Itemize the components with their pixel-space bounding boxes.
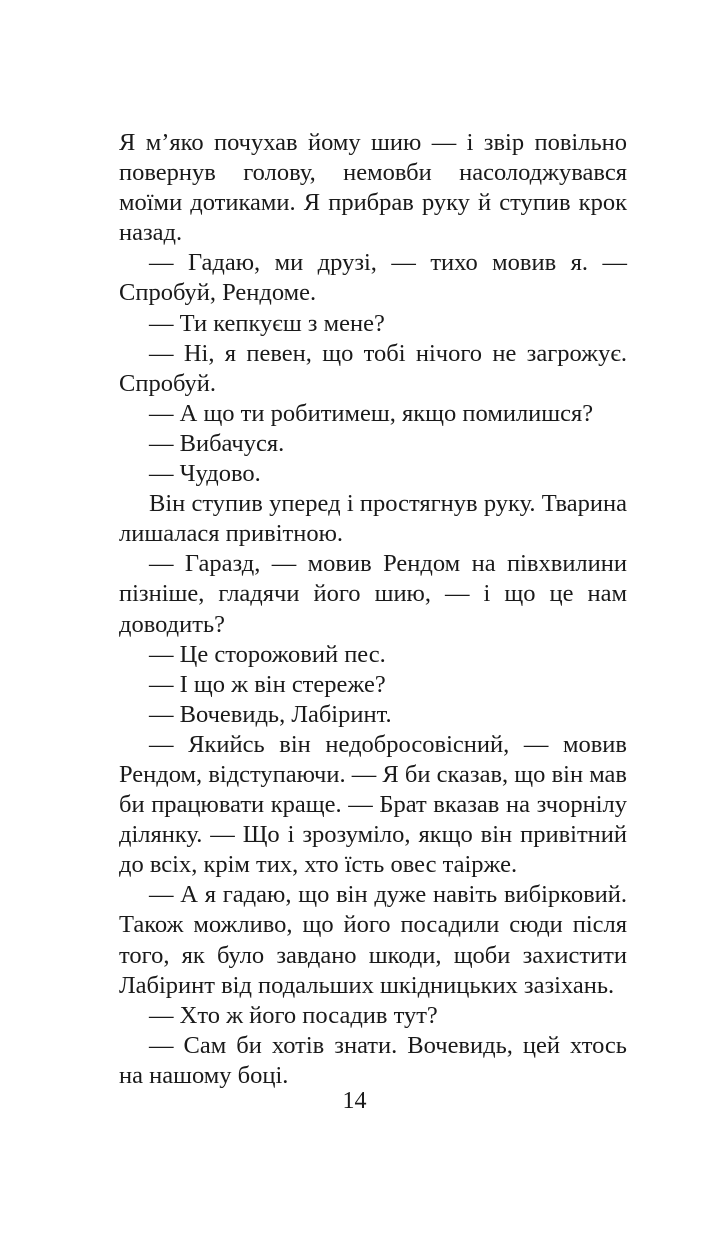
paragraph-1: Я м’яко почухав йому шию — і звір повільно повернув голову, немовби насолоджувався моїми дотиками. Я прибрав руку й ступив крок назад.: [119, 129, 627, 247]
paragraph-9: — Гаразд, — мовив Рендом на півхвилини пізніше, гладячи його шию, — і що це нам доводить?: [119, 550, 627, 638]
page-number: 14: [342, 1088, 367, 1114]
paragraph-2: — Гадаю, ми друзі, — тихо мовив я. — Спробуй, Рендоме.: [119, 249, 627, 307]
paragraph-14: — А я гадаю, що він дуже навіть вибірковий. Також можливо, що його посадили сюди після того, як було завдано шкоди, щоби захистити Лабіринт від подальших шкідницьких зазіхань.: [119, 881, 627, 999]
paragraph-7: — Чудово.: [149, 460, 261, 488]
paragraph-13: — Якийсь він недобросовісний, — мовив Рендом, відступаючи. — Я би сказав, що він мав би працювати краще. — Брат вказав на зчорнілу ділянку. — Що і зрозуміло, якщо він привітний до всіх, крім тих, хто їсть овес таірже.: [119, 730, 627, 879]
paragraph-16: — Сам би хотів знати. Вочевидь, цей хтось на нашому боці.: [119, 1031, 627, 1089]
paragraph-4: — Ні, я певен, що тобі нічого не загрожує. Спробуй.: [119, 339, 627, 397]
paragraph-15: — Хто ж його посадив тут?: [149, 1001, 438, 1029]
paragraph-8: Він ступив уперед і простягнув руку. Тварина лишалася привітною.: [119, 490, 627, 548]
paragraph-6: — Вибачуся.: [149, 429, 285, 457]
paragraph-12: — Вочевидь, Лабіринт.: [149, 700, 392, 728]
paragraph-5: — А що ти робитимеш, якщо помилишся?: [149, 399, 594, 427]
paragraph-3: — Ти кепкуєш з мене?: [149, 309, 385, 337]
paragraph-11: — І що ж він стереже?: [149, 670, 386, 698]
paragraph-10: — Це сторожовий пес.: [149, 640, 386, 668]
body-text: [119, 128, 627, 1091]
